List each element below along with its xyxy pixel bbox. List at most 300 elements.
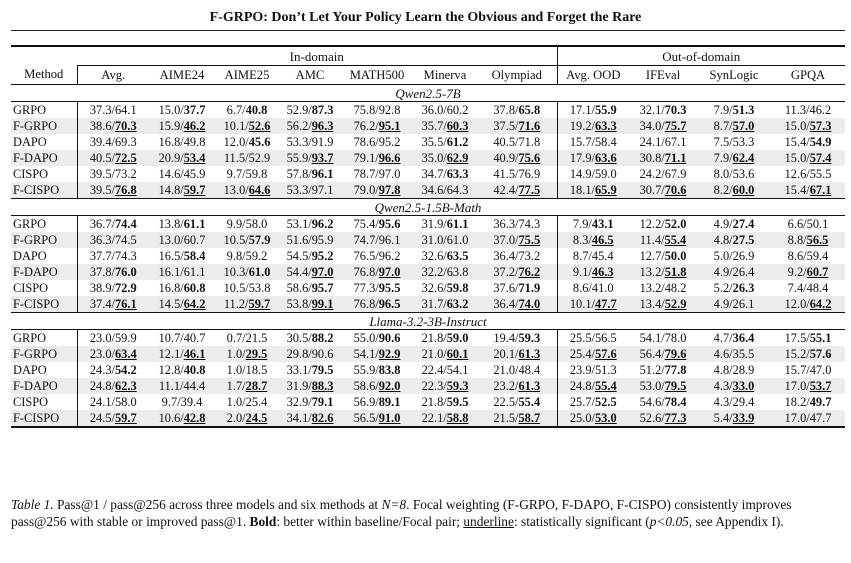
pass-at-1: 37.8	[89, 264, 112, 279]
table-cell: 75.4/95.6	[353, 216, 401, 231]
pass-at-1: 15.0	[784, 118, 807, 133]
blank-header	[11, 46, 77, 66]
table-cell: 51.2/77.8	[639, 362, 687, 377]
column-header: SynLogic	[697, 66, 771, 85]
pass-at-1: 34.1	[286, 410, 309, 425]
method-cell: F-CISPO	[11, 410, 77, 427]
table-cell: 8.2/60.0	[697, 182, 771, 199]
pass-at-1: 38.9	[89, 280, 112, 295]
pass-at-1: 17.1	[569, 102, 592, 117]
pass-at-1: 37.6	[493, 280, 516, 295]
pass-at-1: 5.4	[713, 410, 730, 425]
pass-at-256: 26.4	[732, 264, 755, 279]
pass-at-1: 14.8	[158, 182, 181, 197]
pass-at-256: 57.4	[809, 150, 832, 165]
pass-at-256: 57.0	[732, 118, 755, 133]
pass-at-1: 25.4	[569, 346, 592, 361]
pass-at-1: 13.4	[639, 296, 662, 311]
pass-at-256: 65.8	[518, 102, 541, 117]
table-cell: 54.5/95.2	[286, 248, 334, 263]
pass-at-1: 42.4	[493, 182, 516, 197]
pass-at-1: 17.5	[784, 330, 807, 345]
method-cell: F-DAPO	[11, 264, 77, 280]
table-row	[11, 118, 845, 134]
table-cell: 37.5/71.6	[477, 118, 557, 134]
pass-at-256: 62.9	[446, 150, 469, 165]
pass-at-1: 20.1	[493, 346, 516, 361]
pass-at-1: 13.8	[158, 216, 181, 231]
pass-at-1: 75.4	[353, 216, 376, 231]
table-cell: 33.1/79.5	[286, 362, 334, 377]
table-cell: 6.6/50.1	[787, 216, 829, 231]
table-cell: 10.5/53.8	[223, 280, 271, 295]
table-cell: 5.4/33.9	[697, 410, 771, 427]
table-cell: 32.6/63.5	[421, 248, 469, 263]
pass-at-256: 59.7	[248, 296, 271, 311]
pass-at-1: 37.3	[89, 102, 112, 117]
pass-at-1: 7.4	[787, 280, 804, 295]
pass-at-1: 58.6	[286, 280, 309, 295]
table-cell: 17.5/55.1	[784, 330, 832, 345]
table-cell: 22.3/59.3	[413, 378, 477, 394]
pass-at-1: 52.6	[639, 410, 662, 425]
pass-at-1: 8.2	[713, 182, 730, 197]
table-cell: 12.2/52.0	[639, 216, 687, 231]
pass-at-1: 18.1	[569, 182, 592, 197]
table-cell: 11.4/55.4	[629, 232, 697, 248]
table-cell: 13.8/61.1	[158, 216, 206, 231]
pass-at-1: 8.6	[787, 248, 804, 263]
out-of-domain-header: Out-of-domain	[557, 46, 845, 66]
table-cell: 16.8/49.8	[158, 134, 206, 149]
table-cell: 34.0/75.7	[629, 118, 697, 134]
table-cell: 23.0/59.9	[89, 330, 137, 345]
pass-at-256: 60.7	[806, 264, 829, 279]
table-cell: 19.4/59.3	[477, 330, 557, 347]
pass-at-256: 89.1	[378, 394, 401, 409]
pass-at-1: 15.9	[158, 118, 181, 133]
pass-at-256: 43.1	[591, 216, 614, 231]
table-cell: 24.8/55.4	[557, 378, 629, 394]
pass-at-256: 60.1	[446, 346, 469, 361]
pass-at-1: 11.5	[223, 150, 246, 165]
table-cell: 39.5/76.8	[77, 182, 149, 199]
pass-at-1: 8.3	[572, 232, 589, 247]
table-cell: 41.5/76.9	[477, 166, 557, 182]
table-cell: 7.9/62.4	[697, 150, 771, 166]
pass-at-1: 24.3	[89, 362, 112, 377]
pass-at-256: 55.4	[594, 378, 617, 393]
pass-at-1: 12.2	[639, 216, 662, 231]
pass-at-256: 71.1	[664, 150, 687, 165]
pass-at-1: 4.3	[713, 394, 730, 409]
header-rule	[11, 30, 845, 31]
pass-at-256: 67.9	[664, 166, 687, 181]
pass-at-1: 54.4	[286, 264, 309, 279]
method-cell: F-DAPO	[11, 378, 77, 394]
pass-at-256: 75.7	[664, 118, 687, 133]
method-cell: GRPO	[11, 216, 77, 233]
table-cell: 32.6/59.8	[421, 280, 469, 295]
table-cell: 25.7/52.5	[569, 394, 617, 409]
pass-at-256: 33.9	[732, 410, 755, 425]
caption-text-1: Pass@1 / pass@256 across three models and six methods at	[57, 497, 382, 512]
table-cell: 15.2/57.6	[771, 346, 845, 362]
pass-at-1: 23.0	[89, 346, 112, 361]
pass-at-256: 58.0	[245, 216, 268, 231]
pass-at-256: 97.0	[378, 264, 401, 279]
pass-at-256: 74.3	[518, 216, 541, 231]
pass-at-256: 47.7	[809, 410, 832, 425]
table-cell: 8.6/41.0	[572, 280, 614, 295]
pass-at-1: 39.5	[89, 182, 112, 197]
table-cell: 15.7/47.0	[784, 362, 832, 377]
pass-at-1: 12.7	[639, 248, 662, 263]
table-row	[11, 134, 845, 150]
table-cell: 37.8/76.0	[77, 264, 149, 280]
pass-at-1: 32.2	[421, 264, 444, 279]
pass-at-1: 12.1	[158, 346, 181, 361]
table-cell: 55.0/90.6	[353, 330, 401, 345]
pass-at-256: 59.8	[245, 166, 268, 181]
pass-at-256: 96.3	[311, 118, 334, 133]
pass-at-1: 76.5	[353, 248, 376, 263]
pass-at-1: 12.0	[784, 296, 807, 311]
table-row	[11, 330, 845, 347]
pass-at-256: 61.0	[248, 264, 271, 279]
table-cell: 4.8/27.5	[697, 232, 771, 248]
pass-at-256: 61.1	[183, 264, 206, 279]
table-cell: 76.5/96.2	[353, 248, 401, 263]
table-cell: 37.3/64.1	[89, 102, 137, 117]
table-cell: 31.9/88.3	[279, 378, 341, 394]
pass-at-1: 53.0	[639, 378, 662, 393]
pass-at-256: 51.8	[664, 264, 687, 279]
pass-at-1: 37.2	[493, 264, 516, 279]
pass-at-1: 54.5	[286, 248, 309, 263]
pass-at-1: 24.2	[639, 166, 662, 181]
pass-at-256: 29.5	[245, 346, 268, 361]
pass-at-256: 59.9	[114, 330, 137, 345]
pass-at-256: 39.4	[180, 394, 203, 409]
pass-at-1: 76.8	[353, 296, 376, 311]
pass-at-256: 88.3	[311, 378, 334, 393]
method-cell: GRPO	[11, 330, 77, 347]
pass-at-256: 45.6	[248, 134, 271, 149]
pass-at-1: 55.9	[286, 150, 309, 165]
pass-at-256: 76.2	[518, 264, 541, 279]
pass-at-256: 63.4	[114, 346, 137, 361]
pass-at-256: 75.6	[518, 150, 541, 165]
table-cell: 20.9/53.4	[149, 150, 215, 166]
table-cell: 58.6/92.0	[341, 378, 413, 394]
pass-at-1: 4.8	[713, 232, 730, 247]
pass-at-256: 60.3	[446, 118, 469, 133]
pass-at-256: 56.5	[594, 330, 617, 345]
table-cell: 38.6/70.3	[77, 118, 149, 134]
table-cell: 36.7/74.4	[89, 216, 137, 231]
pass-at-1: 15.0	[784, 150, 807, 165]
pass-at-256: 61.1	[183, 216, 206, 231]
table-cell: 22.1/58.8	[413, 410, 477, 427]
pass-at-1: 55.0	[353, 330, 376, 345]
table-cell: 34.6/64.3	[413, 182, 477, 199]
pass-at-256: 58.4	[594, 134, 617, 149]
pass-at-256: 77.3	[664, 410, 687, 425]
table-cell: 13.0/64.6	[215, 182, 279, 199]
table-cell: 4.9/26.1	[697, 296, 771, 313]
pass-at-1: 15.7	[569, 134, 592, 149]
pass-at-256: 92.8	[378, 102, 401, 117]
pass-at-1: 24.5	[89, 410, 112, 425]
pass-at-256: 62.4	[732, 150, 755, 165]
pass-at-1: 19.2	[569, 118, 592, 133]
method-cell: CISPO	[11, 166, 77, 182]
pass-at-1: 41.5	[493, 166, 516, 181]
table-cell: 22.4/54.1	[421, 362, 469, 377]
pass-at-1: 23.2	[493, 378, 516, 393]
table-cell: 74.7/96.1	[341, 232, 413, 248]
table-row	[11, 232, 845, 248]
pass-at-256: 64.6	[248, 182, 271, 197]
pass-at-256: 74.0	[518, 296, 541, 311]
pass-at-1: 11.3	[784, 102, 807, 117]
pass-at-256: 77.5	[518, 182, 541, 197]
caption-text-4: : statistically significant (	[513, 514, 650, 529]
pass-at-256: 51.3	[732, 102, 755, 117]
table-cell: 23.9/51.3	[569, 362, 617, 377]
pass-at-1: 74.7	[353, 232, 376, 247]
table-cell: 21.0/60.1	[413, 346, 477, 362]
table-cell: 35.7/60.3	[413, 118, 477, 134]
pass-at-256: 97.1	[311, 182, 334, 197]
pass-at-256: 92.0	[378, 378, 401, 393]
pass-at-1: 22.1	[421, 410, 444, 425]
pass-at-1: 40.9	[493, 150, 516, 165]
pass-at-1: 11.4	[639, 232, 662, 247]
pass-at-1: 2.0	[226, 410, 243, 425]
table-cell: 76.8/97.0	[341, 264, 413, 280]
pass-at-1: 37.7	[89, 248, 112, 263]
pass-at-256: 57.9	[248, 232, 271, 247]
pass-at-1: 23.9	[569, 362, 592, 377]
column-header-row	[11, 66, 845, 85]
column-header: Avg. OOD	[557, 66, 629, 85]
method-cell: DAPO	[11, 362, 77, 378]
table-cell: 9.2/60.7	[771, 264, 845, 280]
table-cell: 57.8/96.1	[286, 166, 334, 181]
pass-at-256: 49.7	[809, 394, 832, 409]
pass-at-1: 78.7	[353, 166, 376, 181]
table-cell: 40.5/72.5	[77, 150, 149, 166]
table-row	[11, 410, 845, 427]
table-cell: 54.4/97.0	[279, 264, 341, 280]
pass-at-256: 83.8	[378, 362, 401, 377]
table-cell: 25.5/56.5	[569, 330, 617, 345]
pass-at-256: 60.0	[732, 182, 755, 197]
pass-at-1: 40.5	[89, 150, 112, 165]
pass-at-256: 87.3	[311, 102, 334, 117]
pass-at-256: 36.4	[732, 330, 755, 345]
pass-at-256: 74.3	[114, 248, 137, 263]
table-row	[11, 378, 845, 394]
pass-at-256: 73.2	[518, 248, 541, 263]
pass-at-256: 95.7	[311, 280, 334, 295]
table-cell: 32.2/63.8	[413, 264, 477, 280]
table-cell: 9.8/59.2	[226, 248, 268, 263]
table-cell: 11.5/52.9	[215, 150, 279, 166]
pass-at-256: 93.7	[311, 150, 334, 165]
table-cell: 32.9/79.1	[286, 394, 334, 409]
table-cell: 39.4/69.3	[89, 134, 137, 149]
pass-at-256: 26.1	[732, 296, 755, 311]
pass-at-1: 10.1	[223, 118, 246, 133]
table-cell: 40.5/71.8	[477, 134, 557, 150]
pass-at-256: 41.0	[591, 280, 614, 295]
pass-at-1: 11.1	[158, 378, 181, 393]
pass-at-1: 31.9	[286, 378, 309, 393]
column-header: Minerva	[413, 66, 477, 85]
pass-at-1: 16.8	[158, 280, 181, 295]
pass-at-1: 39.4	[89, 134, 112, 149]
pass-at-256: 61.3	[518, 346, 541, 361]
table-cell: 25.4/57.6	[557, 346, 629, 362]
table-body	[11, 85, 845, 428]
table-cell: 4.9/27.4	[713, 216, 755, 231]
model-name: Llama-3.2-3B-Instruct	[11, 313, 845, 330]
method-cell: CISPO	[11, 394, 77, 410]
pass-at-1: 56.5	[353, 410, 376, 425]
pass-at-256: 52.9	[248, 150, 271, 165]
pass-at-256: 96.2	[311, 216, 334, 231]
table-cell: 35.0/62.9	[413, 150, 477, 166]
caption-n-eq: N=8	[381, 497, 407, 512]
pass-at-256: 79.6	[664, 346, 687, 361]
pass-at-256: 95.5	[378, 280, 401, 295]
pass-at-256: 74.4	[114, 216, 137, 231]
pass-at-256: 55.4	[664, 232, 687, 247]
pass-at-256: 62.3	[114, 378, 137, 393]
table-cell: 36.3/74.5	[77, 232, 149, 248]
table-cell: 4.3/33.0	[697, 378, 771, 394]
pass-at-256: 46.2	[809, 102, 832, 117]
table-cell: 18.1/65.9	[557, 182, 629, 199]
table-cell: 12.6/55.5	[784, 166, 832, 181]
running-header: F-GRPO: Don’t Let Your Policy Learn the Obvious and Forget the Rare	[209, 10, 642, 25]
pass-at-256: 70.3	[664, 102, 687, 117]
pass-at-256: 40.8	[245, 102, 268, 117]
table-cell: 17.0/53.7	[771, 378, 845, 394]
table-cell: 15.9/46.2	[149, 118, 215, 134]
pass-at-1: 16.8	[158, 134, 181, 149]
table-cell: 14.9/59.0	[569, 166, 617, 181]
pass-at-256: 77.8	[664, 362, 687, 377]
pass-at-1: 37.8	[493, 102, 516, 117]
table-cell: 8.0/53.6	[713, 166, 755, 181]
table-cell: 13.2/48.2	[639, 280, 687, 295]
pass-at-1: 31.9	[421, 216, 444, 231]
pass-at-256: 48.4	[518, 362, 541, 377]
pass-at-1: 76.2	[353, 118, 376, 133]
pass-at-256: 82.6	[311, 410, 334, 425]
table-cell: 31.7/63.2	[413, 296, 477, 313]
pass-at-256: 48.2	[664, 280, 687, 295]
column-header: IFEval	[629, 66, 697, 85]
table-cell: 75.8/92.8	[353, 102, 401, 117]
table-cell: 12.1/46.1	[149, 346, 215, 362]
table-cell: 79.1/96.6	[341, 150, 413, 166]
pass-at-256: 61.2	[446, 134, 469, 149]
table-cell: 8.6/59.4	[787, 248, 829, 263]
pass-at-256: 45.4	[591, 248, 614, 263]
pass-at-1: 55.9	[353, 362, 376, 377]
pass-at-1: 35.7	[421, 118, 444, 133]
table-cell: 14.8/59.7	[149, 182, 215, 199]
pass-at-256: 70.3	[114, 118, 137, 133]
pass-at-256: 52.0	[664, 216, 687, 231]
pass-at-1: 10.5	[223, 280, 246, 295]
column-header: AMC	[279, 66, 341, 85]
pass-at-1: 4.8	[713, 362, 730, 377]
pass-at-1: 12.0	[223, 134, 246, 149]
table-cell: 24.3/54.2	[89, 362, 137, 377]
table-cell: 6.7/40.8	[226, 102, 268, 117]
table-cell: 55.9/83.8	[353, 362, 401, 377]
pass-at-256: 90.6	[378, 330, 401, 345]
pass-at-1: 57.8	[286, 166, 309, 181]
table-cell: 12.0/45.6	[223, 134, 271, 149]
pass-at-256: 59.3	[446, 378, 469, 393]
pass-at-1: 9.7	[161, 394, 178, 409]
pass-at-256: 24.5	[245, 410, 268, 425]
pass-at-1: 38.6	[89, 118, 112, 133]
pass-at-256: 97.0	[378, 166, 401, 181]
method-cell: F-CISPO	[11, 182, 77, 199]
table-cell: 7.4/48.4	[787, 280, 829, 295]
pass-at-1: 75.8	[353, 102, 376, 117]
pass-at-256: 58.7	[518, 410, 541, 425]
pass-at-256: 67.1	[664, 134, 687, 149]
table-cell: 25.0/53.0	[557, 410, 629, 427]
pass-at-1: 7.9	[713, 150, 730, 165]
table-cell: 37.8/65.8	[477, 102, 557, 119]
pass-at-1: 32.9	[286, 394, 309, 409]
pass-at-1: 36.3	[89, 232, 112, 247]
table-cell: 2.0/24.5	[215, 410, 279, 427]
pass-at-256: 64.3	[446, 182, 469, 197]
pass-at-1: 37.4	[89, 296, 112, 311]
table-cell: 53.1/96.2	[286, 216, 334, 231]
pass-at-1: 14.6	[158, 166, 181, 181]
pass-at-1: 79.1	[353, 150, 376, 165]
pass-at-1: 1.7	[226, 378, 243, 393]
pass-at-256: 64.2	[809, 296, 832, 311]
pass-at-256: 26.3	[732, 280, 755, 295]
method-cell: CISPO	[11, 280, 77, 296]
pass-at-256: 59.3	[518, 330, 541, 345]
pass-at-256: 46.2	[183, 118, 206, 133]
pass-at-1: 36.3	[493, 216, 516, 231]
pass-at-256: 27.5	[732, 232, 755, 247]
pass-at-256: 57.6	[809, 346, 832, 361]
pass-at-256: 73.2	[114, 166, 137, 181]
table-cell: 42.4/77.5	[477, 182, 557, 199]
pass-at-1: 17.0	[784, 410, 807, 425]
model-name: Qwen2.5-7B	[11, 85, 845, 102]
pass-at-1: 5.0	[713, 248, 730, 263]
table-cell: 9.7/39.4	[161, 394, 203, 409]
table-cell: 38.9/72.9	[89, 280, 137, 295]
